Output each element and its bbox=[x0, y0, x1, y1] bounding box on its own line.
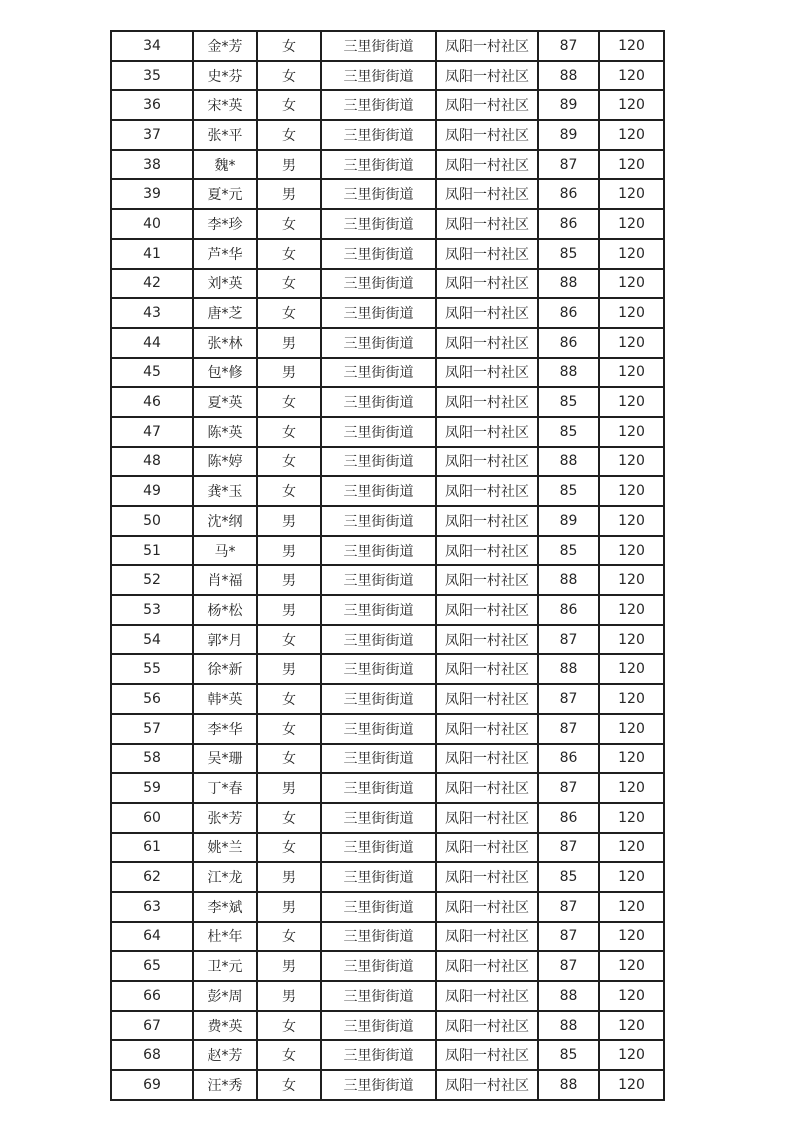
cell-amount: 120 bbox=[599, 328, 664, 358]
cell-index: 64 bbox=[111, 922, 193, 952]
cell-name: 杜*年 bbox=[193, 922, 257, 952]
cell-name: 郭*月 bbox=[193, 625, 257, 655]
cell-street: 三里街街道 bbox=[321, 951, 436, 981]
cell-amount: 120 bbox=[599, 31, 664, 61]
cell-name: 张*平 bbox=[193, 120, 257, 150]
cell-street: 三里街街道 bbox=[321, 31, 436, 61]
cell-score: 87 bbox=[538, 922, 599, 952]
cell-name: 李*斌 bbox=[193, 892, 257, 922]
cell-community: 凤阳一村社区 bbox=[436, 833, 538, 863]
cell-community: 凤阳一村社区 bbox=[436, 1070, 538, 1100]
cell-street: 三里街街道 bbox=[321, 862, 436, 892]
cell-index: 66 bbox=[111, 981, 193, 1011]
cell-amount: 120 bbox=[599, 179, 664, 209]
table-row bbox=[111, 536, 664, 566]
cell-gender: 男 bbox=[257, 654, 321, 684]
cell-index: 61 bbox=[111, 833, 193, 863]
cell-street: 三里街街道 bbox=[321, 209, 436, 239]
cell-gender: 男 bbox=[257, 981, 321, 1011]
cell-index: 59 bbox=[111, 773, 193, 803]
cell-score: 87 bbox=[538, 150, 599, 180]
table-row bbox=[111, 565, 664, 595]
cell-index: 49 bbox=[111, 476, 193, 506]
table-row bbox=[111, 179, 664, 209]
cell-gender: 男 bbox=[257, 536, 321, 566]
cell-name: 汪*秀 bbox=[193, 1070, 257, 1100]
cell-index: 56 bbox=[111, 684, 193, 714]
cell-amount: 120 bbox=[599, 981, 664, 1011]
cell-amount: 120 bbox=[599, 654, 664, 684]
cell-street: 三里街街道 bbox=[321, 536, 436, 566]
cell-score: 86 bbox=[538, 744, 599, 774]
cell-score: 85 bbox=[538, 862, 599, 892]
cell-community: 凤阳一村社区 bbox=[436, 506, 538, 536]
cell-gender: 男 bbox=[257, 862, 321, 892]
cell-score: 88 bbox=[538, 1070, 599, 1100]
cell-index: 46 bbox=[111, 387, 193, 417]
cell-street: 三里街街道 bbox=[321, 714, 436, 744]
cell-name: 丁*春 bbox=[193, 773, 257, 803]
cell-index: 35 bbox=[111, 61, 193, 91]
cell-index: 62 bbox=[111, 862, 193, 892]
cell-name: 刘*英 bbox=[193, 269, 257, 299]
cell-street: 三里街街道 bbox=[321, 476, 436, 506]
cell-index: 57 bbox=[111, 714, 193, 744]
table-row bbox=[111, 833, 664, 863]
cell-gender: 女 bbox=[257, 298, 321, 328]
cell-community: 凤阳一村社区 bbox=[436, 476, 538, 506]
cell-community: 凤阳一村社区 bbox=[436, 209, 538, 239]
cell-amount: 120 bbox=[599, 209, 664, 239]
cell-community: 凤阳一村社区 bbox=[436, 417, 538, 447]
cell-amount: 120 bbox=[599, 417, 664, 447]
table-row bbox=[111, 773, 664, 803]
cell-index: 60 bbox=[111, 803, 193, 833]
cell-name: 夏*英 bbox=[193, 387, 257, 417]
cell-amount: 120 bbox=[599, 951, 664, 981]
cell-community: 凤阳一村社区 bbox=[436, 595, 538, 625]
cell-gender: 女 bbox=[257, 61, 321, 91]
cell-gender: 女 bbox=[257, 209, 321, 239]
cell-amount: 120 bbox=[599, 298, 664, 328]
cell-score: 87 bbox=[538, 833, 599, 863]
cell-gender: 女 bbox=[257, 1011, 321, 1041]
table-row bbox=[111, 61, 664, 91]
cell-street: 三里街街道 bbox=[321, 179, 436, 209]
table-row bbox=[111, 714, 664, 744]
cell-amount: 120 bbox=[599, 358, 664, 388]
cell-score: 89 bbox=[538, 90, 599, 120]
cell-score: 86 bbox=[538, 179, 599, 209]
cell-street: 三里街街道 bbox=[321, 595, 436, 625]
cell-name: 金*芳 bbox=[193, 31, 257, 61]
cell-index: 34 bbox=[111, 31, 193, 61]
cell-amount: 120 bbox=[599, 536, 664, 566]
cell-index: 55 bbox=[111, 654, 193, 684]
cell-street: 三里街街道 bbox=[321, 625, 436, 655]
cell-community: 凤阳一村社区 bbox=[436, 239, 538, 269]
table-row bbox=[111, 120, 664, 150]
cell-street: 三里街街道 bbox=[321, 773, 436, 803]
cell-community: 凤阳一村社区 bbox=[436, 922, 538, 952]
cell-community: 凤阳一村社区 bbox=[436, 892, 538, 922]
cell-amount: 120 bbox=[599, 476, 664, 506]
cell-index: 68 bbox=[111, 1040, 193, 1070]
cell-amount: 120 bbox=[599, 447, 664, 477]
cell-street: 三里街街道 bbox=[321, 833, 436, 863]
cell-street: 三里街街道 bbox=[321, 981, 436, 1011]
cell-score: 89 bbox=[538, 120, 599, 150]
cell-index: 40 bbox=[111, 209, 193, 239]
cell-street: 三里街街道 bbox=[321, 298, 436, 328]
cell-community: 凤阳一村社区 bbox=[436, 565, 538, 595]
cell-score: 86 bbox=[538, 298, 599, 328]
table-row bbox=[111, 417, 664, 447]
cell-street: 三里街街道 bbox=[321, 654, 436, 684]
cell-index: 67 bbox=[111, 1011, 193, 1041]
table-row bbox=[111, 298, 664, 328]
cell-amount: 120 bbox=[599, 773, 664, 803]
cell-gender: 女 bbox=[257, 447, 321, 477]
table-row bbox=[111, 862, 664, 892]
cell-name: 李*华 bbox=[193, 714, 257, 744]
cell-score: 88 bbox=[538, 654, 599, 684]
table-row bbox=[111, 744, 664, 774]
cell-gender: 女 bbox=[257, 1070, 321, 1100]
cell-amount: 120 bbox=[599, 625, 664, 655]
cell-name: 马* bbox=[193, 536, 257, 566]
cell-index: 47 bbox=[111, 417, 193, 447]
table-row bbox=[111, 269, 664, 299]
cell-street: 三里街街道 bbox=[321, 358, 436, 388]
cell-name: 魏* bbox=[193, 150, 257, 180]
cell-gender: 男 bbox=[257, 328, 321, 358]
table-row bbox=[111, 625, 664, 655]
cell-score: 86 bbox=[538, 803, 599, 833]
cell-name: 姚*兰 bbox=[193, 833, 257, 863]
table-row bbox=[111, 803, 664, 833]
table-row bbox=[111, 239, 664, 269]
cell-name: 宋*英 bbox=[193, 90, 257, 120]
cell-name: 唐*芝 bbox=[193, 298, 257, 328]
cell-name: 江*龙 bbox=[193, 862, 257, 892]
table-row bbox=[111, 892, 664, 922]
table-row bbox=[111, 1040, 664, 1070]
cell-gender: 女 bbox=[257, 803, 321, 833]
cell-amount: 120 bbox=[599, 833, 664, 863]
cell-street: 三里街街道 bbox=[321, 1040, 436, 1070]
cell-score: 88 bbox=[538, 358, 599, 388]
cell-name: 沈*纲 bbox=[193, 506, 257, 536]
cell-amount: 120 bbox=[599, 744, 664, 774]
table-row bbox=[111, 476, 664, 506]
table-row bbox=[111, 981, 664, 1011]
cell-amount: 120 bbox=[599, 61, 664, 91]
table-row bbox=[111, 951, 664, 981]
cell-amount: 120 bbox=[599, 892, 664, 922]
cell-amount: 120 bbox=[599, 1011, 664, 1041]
cell-street: 三里街街道 bbox=[321, 1011, 436, 1041]
cell-index: 54 bbox=[111, 625, 193, 655]
table-row bbox=[111, 150, 664, 180]
cell-community: 凤阳一村社区 bbox=[436, 862, 538, 892]
cell-index: 36 bbox=[111, 90, 193, 120]
cell-index: 41 bbox=[111, 239, 193, 269]
cell-name: 赵*芳 bbox=[193, 1040, 257, 1070]
cell-gender: 男 bbox=[257, 506, 321, 536]
table-row bbox=[111, 209, 664, 239]
cell-amount: 120 bbox=[599, 803, 664, 833]
cell-index: 58 bbox=[111, 744, 193, 774]
cell-index: 51 bbox=[111, 536, 193, 566]
cell-index: 45 bbox=[111, 358, 193, 388]
table-row bbox=[111, 1011, 664, 1041]
cell-community: 凤阳一村社区 bbox=[436, 1011, 538, 1041]
cell-score: 87 bbox=[538, 892, 599, 922]
cell-index: 65 bbox=[111, 951, 193, 981]
cell-index: 50 bbox=[111, 506, 193, 536]
cell-name: 包*修 bbox=[193, 358, 257, 388]
cell-street: 三里街街道 bbox=[321, 239, 436, 269]
cell-score: 89 bbox=[538, 506, 599, 536]
table-row bbox=[111, 328, 664, 358]
cell-amount: 120 bbox=[599, 922, 664, 952]
cell-gender: 女 bbox=[257, 417, 321, 447]
cell-street: 三里街街道 bbox=[321, 120, 436, 150]
cell-amount: 120 bbox=[599, 1070, 664, 1100]
cell-community: 凤阳一村社区 bbox=[436, 714, 538, 744]
cell-score: 87 bbox=[538, 31, 599, 61]
cell-score: 87 bbox=[538, 773, 599, 803]
cell-index: 63 bbox=[111, 892, 193, 922]
cell-gender: 女 bbox=[257, 1040, 321, 1070]
cell-name: 芦*华 bbox=[193, 239, 257, 269]
cell-gender: 女 bbox=[257, 714, 321, 744]
cell-score: 88 bbox=[538, 1011, 599, 1041]
table-row bbox=[111, 1070, 664, 1100]
cell-score: 88 bbox=[538, 565, 599, 595]
cell-name: 陈*婷 bbox=[193, 447, 257, 477]
cell-community: 凤阳一村社区 bbox=[436, 773, 538, 803]
cell-amount: 120 bbox=[599, 90, 664, 120]
cell-score: 85 bbox=[538, 536, 599, 566]
table-row bbox=[111, 90, 664, 120]
cell-score: 88 bbox=[538, 269, 599, 299]
cell-gender: 男 bbox=[257, 595, 321, 625]
cell-street: 三里街街道 bbox=[321, 922, 436, 952]
cell-name: 张*林 bbox=[193, 328, 257, 358]
cell-street: 三里街街道 bbox=[321, 90, 436, 120]
cell-community: 凤阳一村社区 bbox=[436, 179, 538, 209]
cell-community: 凤阳一村社区 bbox=[436, 803, 538, 833]
cell-name: 夏*元 bbox=[193, 179, 257, 209]
table-row bbox=[111, 31, 664, 61]
cell-amount: 120 bbox=[599, 239, 664, 269]
cell-gender: 女 bbox=[257, 744, 321, 774]
cell-street: 三里街街道 bbox=[321, 892, 436, 922]
cell-gender: 男 bbox=[257, 951, 321, 981]
cell-index: 38 bbox=[111, 150, 193, 180]
cell-community: 凤阳一村社区 bbox=[436, 31, 538, 61]
cell-street: 三里街街道 bbox=[321, 269, 436, 299]
cell-name: 李*珍 bbox=[193, 209, 257, 239]
cell-score: 87 bbox=[538, 684, 599, 714]
table-row bbox=[111, 654, 664, 684]
cell-index: 53 bbox=[111, 595, 193, 625]
table-body bbox=[111, 31, 664, 1100]
cell-amount: 120 bbox=[599, 150, 664, 180]
cell-index: 39 bbox=[111, 179, 193, 209]
cell-community: 凤阳一村社区 bbox=[436, 625, 538, 655]
cell-score: 85 bbox=[538, 417, 599, 447]
cell-name: 肖*福 bbox=[193, 565, 257, 595]
cell-amount: 120 bbox=[599, 595, 664, 625]
table-row bbox=[111, 387, 664, 417]
cell-gender: 男 bbox=[257, 358, 321, 388]
cell-community: 凤阳一村社区 bbox=[436, 269, 538, 299]
cell-community: 凤阳一村社区 bbox=[436, 120, 538, 150]
cell-index: 42 bbox=[111, 269, 193, 299]
cell-index: 44 bbox=[111, 328, 193, 358]
cell-score: 85 bbox=[538, 239, 599, 269]
cell-street: 三里街街道 bbox=[321, 506, 436, 536]
cell-name: 史*芬 bbox=[193, 61, 257, 91]
cell-gender: 女 bbox=[257, 31, 321, 61]
table-row bbox=[111, 358, 664, 388]
cell-street: 三里街街道 bbox=[321, 150, 436, 180]
cell-gender: 女 bbox=[257, 625, 321, 655]
table-row bbox=[111, 922, 664, 952]
cell-gender: 女 bbox=[257, 387, 321, 417]
table-row bbox=[111, 595, 664, 625]
cell-gender: 女 bbox=[257, 90, 321, 120]
cell-gender: 女 bbox=[257, 684, 321, 714]
cell-community: 凤阳一村社区 bbox=[436, 654, 538, 684]
cell-gender: 女 bbox=[257, 269, 321, 299]
cell-community: 凤阳一村社区 bbox=[436, 1040, 538, 1070]
cell-community: 凤阳一村社区 bbox=[436, 447, 538, 477]
cell-gender: 男 bbox=[257, 892, 321, 922]
cell-score: 86 bbox=[538, 595, 599, 625]
cell-street: 三里街街道 bbox=[321, 1070, 436, 1100]
cell-index: 69 bbox=[111, 1070, 193, 1100]
cell-amount: 120 bbox=[599, 269, 664, 299]
cell-score: 88 bbox=[538, 981, 599, 1011]
cell-score: 85 bbox=[538, 476, 599, 506]
cell-gender: 男 bbox=[257, 150, 321, 180]
cell-community: 凤阳一村社区 bbox=[436, 744, 538, 774]
cell-index: 43 bbox=[111, 298, 193, 328]
cell-gender: 女 bbox=[257, 239, 321, 269]
cell-amount: 120 bbox=[599, 1040, 664, 1070]
cell-street: 三里街街道 bbox=[321, 61, 436, 91]
cell-score: 85 bbox=[538, 1040, 599, 1070]
cell-street: 三里街街道 bbox=[321, 684, 436, 714]
cell-score: 88 bbox=[538, 447, 599, 477]
cell-index: 48 bbox=[111, 447, 193, 477]
cell-gender: 女 bbox=[257, 833, 321, 863]
cell-amount: 120 bbox=[599, 506, 664, 536]
cell-community: 凤阳一村社区 bbox=[436, 90, 538, 120]
cell-community: 凤阳一村社区 bbox=[436, 981, 538, 1011]
cell-name: 费*英 bbox=[193, 1011, 257, 1041]
cell-gender: 女 bbox=[257, 922, 321, 952]
cell-score: 86 bbox=[538, 328, 599, 358]
cell-index: 37 bbox=[111, 120, 193, 150]
cell-score: 88 bbox=[538, 61, 599, 91]
cell-gender: 女 bbox=[257, 120, 321, 150]
cell-community: 凤阳一村社区 bbox=[436, 358, 538, 388]
cell-gender: 男 bbox=[257, 565, 321, 595]
cell-name: 彭*周 bbox=[193, 981, 257, 1011]
cell-score: 86 bbox=[538, 209, 599, 239]
cell-score: 85 bbox=[538, 387, 599, 417]
cell-community: 凤阳一村社区 bbox=[436, 536, 538, 566]
cell-score: 87 bbox=[538, 951, 599, 981]
cell-amount: 120 bbox=[599, 120, 664, 150]
cell-name: 韩*英 bbox=[193, 684, 257, 714]
cell-street: 三里街街道 bbox=[321, 565, 436, 595]
cell-amount: 120 bbox=[599, 714, 664, 744]
cell-community: 凤阳一村社区 bbox=[436, 328, 538, 358]
cell-amount: 120 bbox=[599, 862, 664, 892]
cell-name: 杨*松 bbox=[193, 595, 257, 625]
cell-name: 张*芳 bbox=[193, 803, 257, 833]
cell-name: 陈*英 bbox=[193, 417, 257, 447]
cell-amount: 120 bbox=[599, 684, 664, 714]
cell-score: 87 bbox=[538, 625, 599, 655]
cell-community: 凤阳一村社区 bbox=[436, 61, 538, 91]
cell-gender: 男 bbox=[257, 773, 321, 803]
cell-name: 卫*元 bbox=[193, 951, 257, 981]
cell-community: 凤阳一村社区 bbox=[436, 150, 538, 180]
cell-street: 三里街街道 bbox=[321, 744, 436, 774]
table-row bbox=[111, 684, 664, 714]
cell-amount: 120 bbox=[599, 565, 664, 595]
cell-community: 凤阳一村社区 bbox=[436, 684, 538, 714]
cell-street: 三里街街道 bbox=[321, 803, 436, 833]
cell-street: 三里街街道 bbox=[321, 417, 436, 447]
cell-street: 三里街街道 bbox=[321, 328, 436, 358]
residents-table bbox=[110, 30, 665, 1101]
table-row bbox=[111, 447, 664, 477]
cell-community: 凤阳一村社区 bbox=[436, 387, 538, 417]
cell-gender: 女 bbox=[257, 476, 321, 506]
cell-amount: 120 bbox=[599, 387, 664, 417]
cell-name: 吴*珊 bbox=[193, 744, 257, 774]
cell-name: 龚*玉 bbox=[193, 476, 257, 506]
cell-street: 三里街街道 bbox=[321, 447, 436, 477]
cell-name: 徐*新 bbox=[193, 654, 257, 684]
cell-score: 87 bbox=[538, 714, 599, 744]
cell-index: 52 bbox=[111, 565, 193, 595]
table-row bbox=[111, 506, 664, 536]
cell-community: 凤阳一村社区 bbox=[436, 298, 538, 328]
cell-gender: 男 bbox=[257, 179, 321, 209]
cell-community: 凤阳一村社区 bbox=[436, 951, 538, 981]
cell-street: 三里街街道 bbox=[321, 387, 436, 417]
